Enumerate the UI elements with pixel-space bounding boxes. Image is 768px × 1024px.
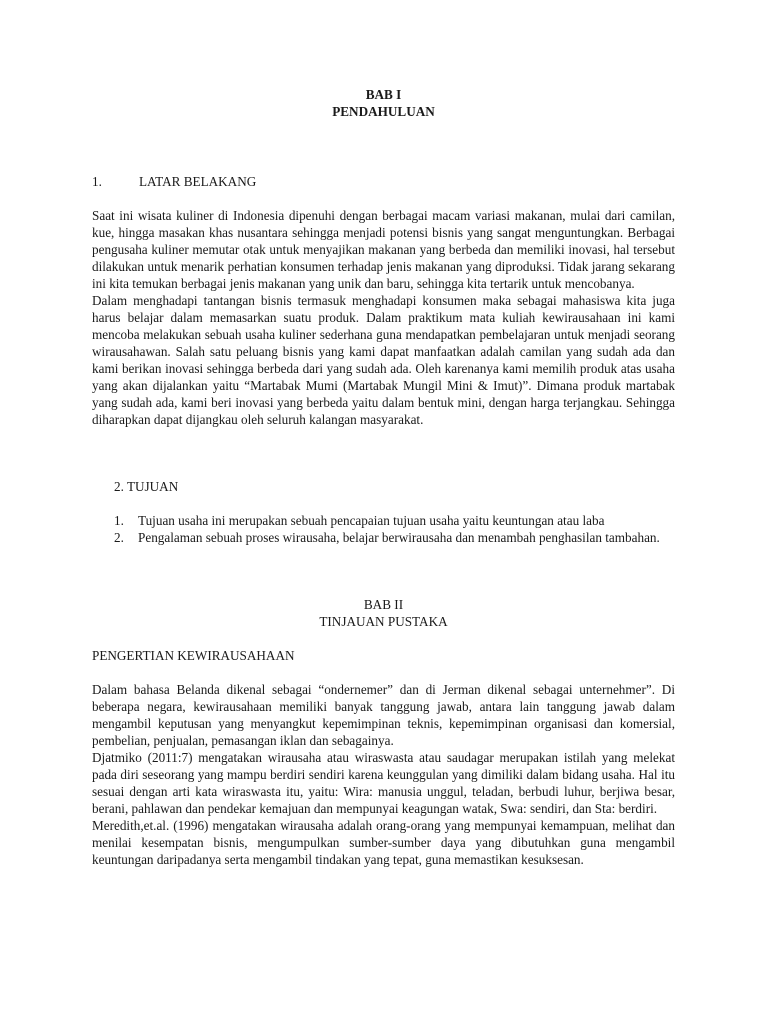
section-heading-latar-belakang bbox=[92, 173, 675, 190]
chapter-title: TINJAUAN PUSTAKA bbox=[319, 614, 448, 629]
list-text: Pengalaman sebuah proses wirausaha, belajar berwirausaha dan menambah penghasilan tambahan. bbox=[138, 530, 660, 545]
latar-belakang-body bbox=[92, 207, 675, 428]
section-heading-tujuan: 2. TUJUAN bbox=[114, 479, 179, 494]
list-number: 1. bbox=[114, 513, 124, 528]
list-text: Tujuan usaha ini merupakan sebuah pencapaian tujuan usaha yaitu keuntungan atau laba bbox=[138, 513, 605, 528]
paragraph: Dalam bahasa Belanda dikenal sebagai “ondernemer” dan di Jerman dikenal sebagai unternehmer”. Di beberapa negara, kewirausahaan memiliki banyak tanggung jawab, antara lain tanggung jawab dalam mengambil keputusan yang menyangkut kepemimpinan teknis, kepemimpinan organisasi dan komersial, pembelian, penjualan, pemasangan iklan dan sebagainya. bbox=[92, 682, 675, 748]
list-item bbox=[114, 529, 675, 546]
list-number: 2. bbox=[114, 530, 124, 545]
chapter-title: PENDAHULUAN bbox=[332, 104, 435, 119]
section-heading-text: LATAR BELAKANG bbox=[139, 174, 257, 189]
tujuan-list bbox=[114, 512, 675, 546]
section-number: 1. bbox=[92, 174, 102, 189]
chapter-label: BAB II bbox=[363, 597, 404, 612]
list-item bbox=[114, 512, 675, 529]
pengertian-body bbox=[92, 681, 675, 868]
section-heading-pengertian: PENGERTIAN KEWIRAUSAHAAN bbox=[92, 648, 295, 663]
paragraph: Saat ini wisata kuliner di Indonesia dipenuhi dengan berbagai macam variasi makanan, mulai dari camilan, kue, hingga masakan khas nusantara sehingga menjadi potensi bisnis yang sangat menguntungkan. Berbagai pengusaha kuliner memutar otak untuk menyajikan makanan yang berbeda dan memiliki inovasi, hal tersebut dilakukan untuk menarik perhatian konsumen terhadap jenis makanan yang diproduksi. Tidak jarang sekarang ini kita temukan berbagai jenis makanan yang unik dan baru, sehingga kita tertarik untuk mencobanya. bbox=[92, 208, 675, 291]
chapter-label: BAB I bbox=[365, 87, 402, 102]
paragraph: Meredith,et.al. (1996) mengatakan wirausaha adalah orang-orang yang mempunyai kemampuan, melihat dan menilai kesempatan bisnis, mengumpulkan sumber-sumber daya yang dibutuhkan guna mengambil keuntungan daripadanya serta mengambil tindakan yang tepat, guna memastikan kesuksesan. bbox=[92, 818, 675, 867]
paragraph: Dalam menghadapi tantangan bisnis termasuk menghadapi konsumen maka sebagai mahasiswa kita juga harus belajar dalam memasarkan suatu produk. Dalam praktikum mata kuliah kewirausahaan ini kami mencoba melakukan sebuah usaha kuliner sederhana guna mendapatkan pembelajaran untuk menjadi seorang wirausahawan. Salah satu peluang bisnis yang kami dapat manfaatkan adalah camilan yang sudah ada dan kami berikan inovasi sehingga berbeda dari yang sudah ada. Oleh karenanya kami memilih produk atas usaha yang akan dijalankan yaitu “Martabak Mumi (Martabak Mungil Mini & Imut)”. Dimana produk martabak yang sudah ada, kami beri inovasi yang berbeda yaitu dalam bentuk mini, dengan harga terjangkau. Sehingga diharapkan dapat dijangkau oleh seluruh kalangan masyarakat. bbox=[92, 293, 675, 427]
paragraph: Djatmiko (2011:7) mengatakan wirausaha atau wiraswasta atau saudagar merupakan istilah yang melekat pada diri seseorang yang mampu berdiri sendiri karena keunggulan yang dimiliki dalam bidang usaha. Hal itu sesuai dengan arti kata wiraswasta itu, yaitu: Wira: manusia unggul, teladan, berbudi luhur, berjiwa besar, berani, pahlawan dan pendekar kemajuan dan mempunyai keagungan watak, Swa: sendiri, dan Sta: berdiri. bbox=[92, 750, 675, 816]
